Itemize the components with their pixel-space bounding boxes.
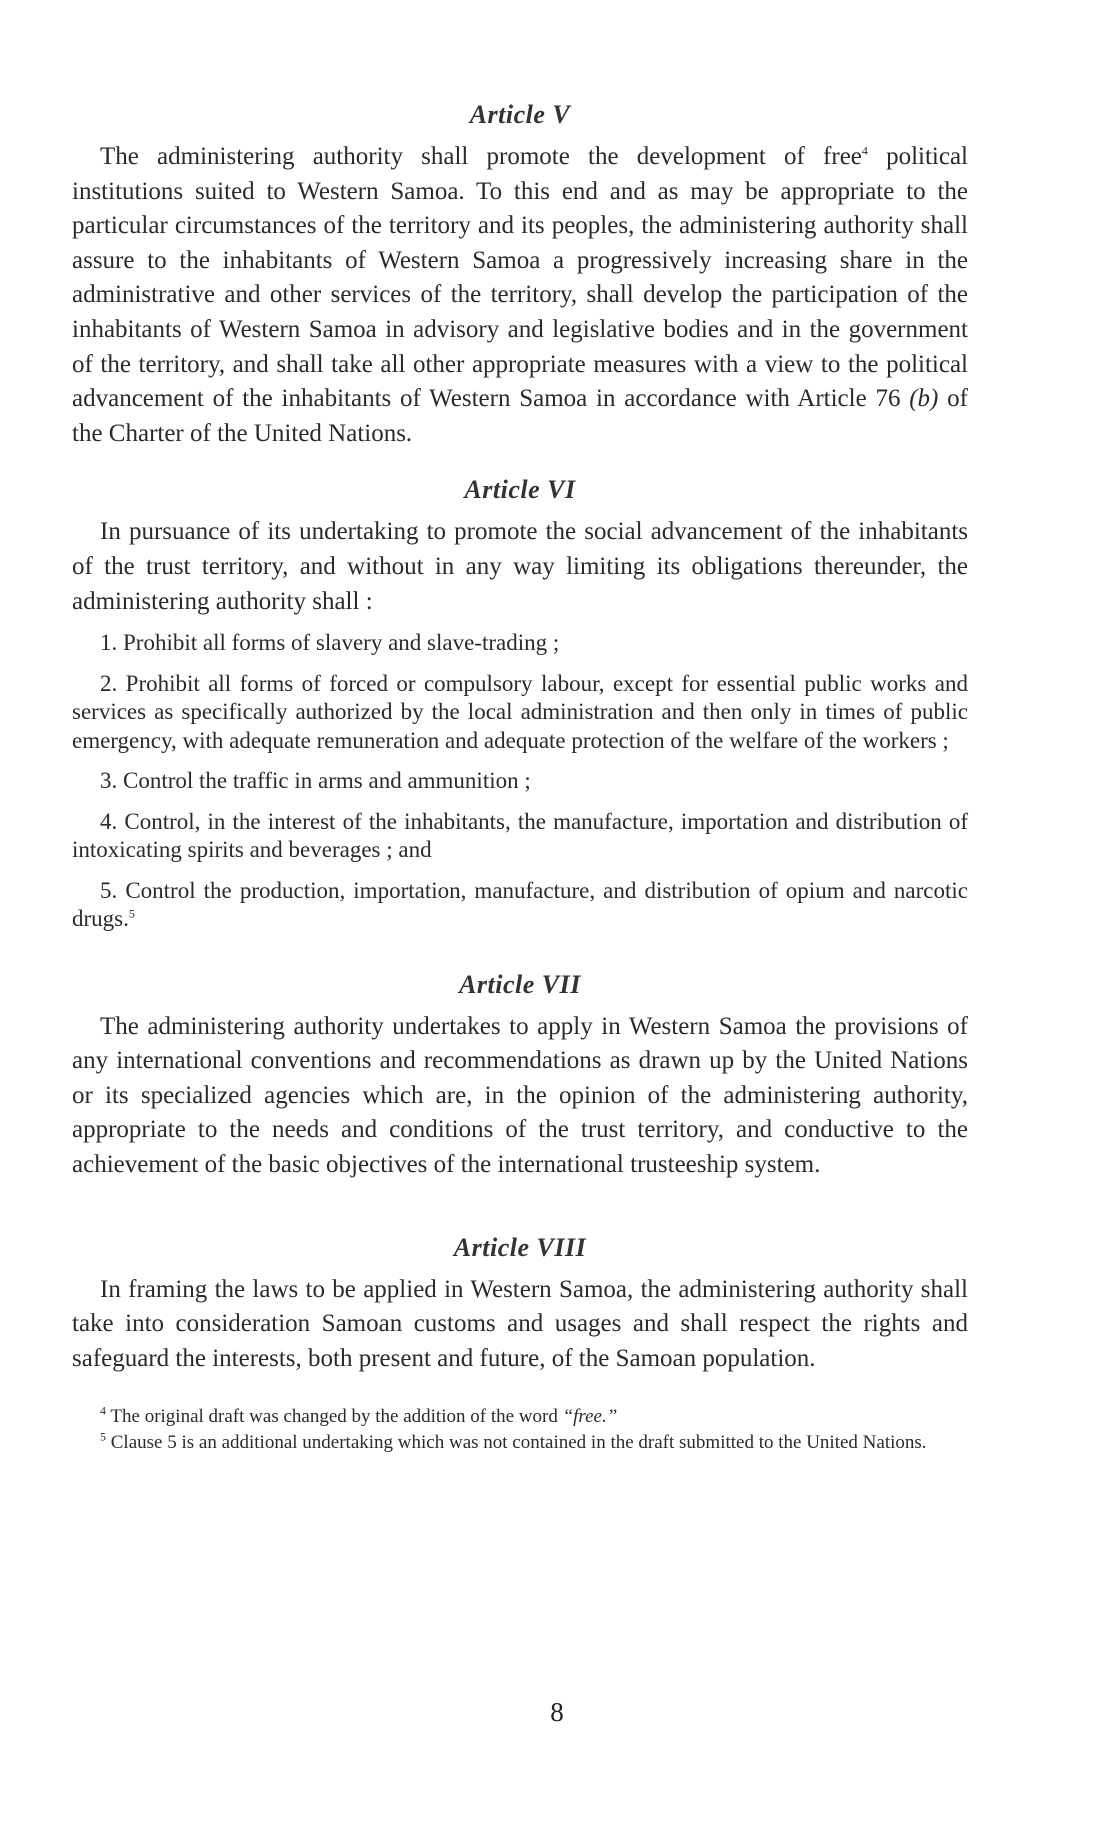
- page-number: 8: [550, 1697, 564, 1727]
- footnote-mark: 5: [100, 1430, 106, 1445]
- footnote-text: Clause 5 is an additional undertaking which was not contained in the draft submitted to the United Nations.: [106, 1432, 927, 1454]
- footnote-mark: 4: [100, 1404, 106, 1419]
- article-heading: Article V: [469, 100, 571, 129]
- obligation-list: [72, 629, 968, 934]
- footnote-ref: 4: [861, 143, 868, 158]
- article-reference: (b): [909, 385, 939, 413]
- article-paragraph: [72, 140, 968, 451]
- footnote: [72, 1430, 968, 1456]
- paragraph-text: The administering authority shall promote the development of free: [100, 143, 862, 170]
- paragraph-text: political institutions suited to Western Samoa. To this end and as may be appropriate to the particular circumstances of the territory and its peoples, the administering authority shall assure to the inhabitants of Western Samoa a progressively increasing share in the administrative and other services of the territory, shall develop the participation of the inhabitants of Western Samoa in advisory and legislative bodies and in the government of the territory, and shall take all other appropriate measures with a view to the political advancement of the inhabitants of Western Samoa in accordance with Article 76: [72, 143, 969, 413]
- list-item: 1. Prohibit all forms of slavery and slave-trading ;: [100, 630, 560, 656]
- list-item: 3. Control the traffic in arms and ammunition ;: [100, 768, 531, 794]
- article-heading: Article VI: [464, 475, 576, 505]
- list-item-text: 5. Control the production, importation, manufacture, and distribution of opium and narcotic drugs.: [72, 877, 968, 932]
- footnote: [72, 1404, 968, 1430]
- article-paragraph: In framing the laws to be applied in Western Samoa, the administering authority shall take into consideration Samoan customs and usages and shall respect the rights and safeguard the interests, both present and future, of the Samoan population.: [72, 1275, 968, 1372]
- footnote-ref: 5: [128, 906, 135, 921]
- article-paragraph: In pursuance of its undertaking to promote the social advancement of the inhabitants of the trust territory, and without in any way limiting its obligations thereunder, the administering authority shall :: [72, 518, 968, 615]
- article-viii: [72, 1233, 968, 1377]
- document-page: [72, 100, 968, 1456]
- article-heading: Article VIII: [453, 1232, 587, 1262]
- footnotes: [72, 1404, 968, 1456]
- list-item: [72, 877, 968, 934]
- article-heading: Article VII: [459, 969, 581, 999]
- article-vii: [72, 970, 968, 1183]
- footnote-quote: “free.”: [562, 1406, 618, 1428]
- list-item: 4. Control, in the interest of the inhabitants, the manufacture, importation and distribution of intoxicating spirits and beverages ; and: [72, 808, 968, 863]
- article-vi: [72, 475, 968, 933]
- article-paragraph: The administering authority undertakes to apply in Western Samoa the provisions of any international conventions and recommendations as drawn up by the United Nations or its specialized agencies which are, in the opinion of the administering authority, appropriate to the needs and conditions of the trust territory, and conductive to the achievement of the basic objectives of the international trusteeship system.: [72, 1012, 968, 1178]
- paragraph-text: of the Charter of the United Nations.: [72, 385, 968, 447]
- footnote-text: The original draft was changed by the addition of the word: [106, 1406, 563, 1428]
- article-v: [72, 100, 968, 451]
- list-item: 2. Prohibit all forms of forced or compulsory labour, except for essential public works and services as specifically authorized by the local administration and then only in times of public emergency, with adequate remuneration and adequate protection of the welfare of the workers ;: [72, 670, 968, 753]
